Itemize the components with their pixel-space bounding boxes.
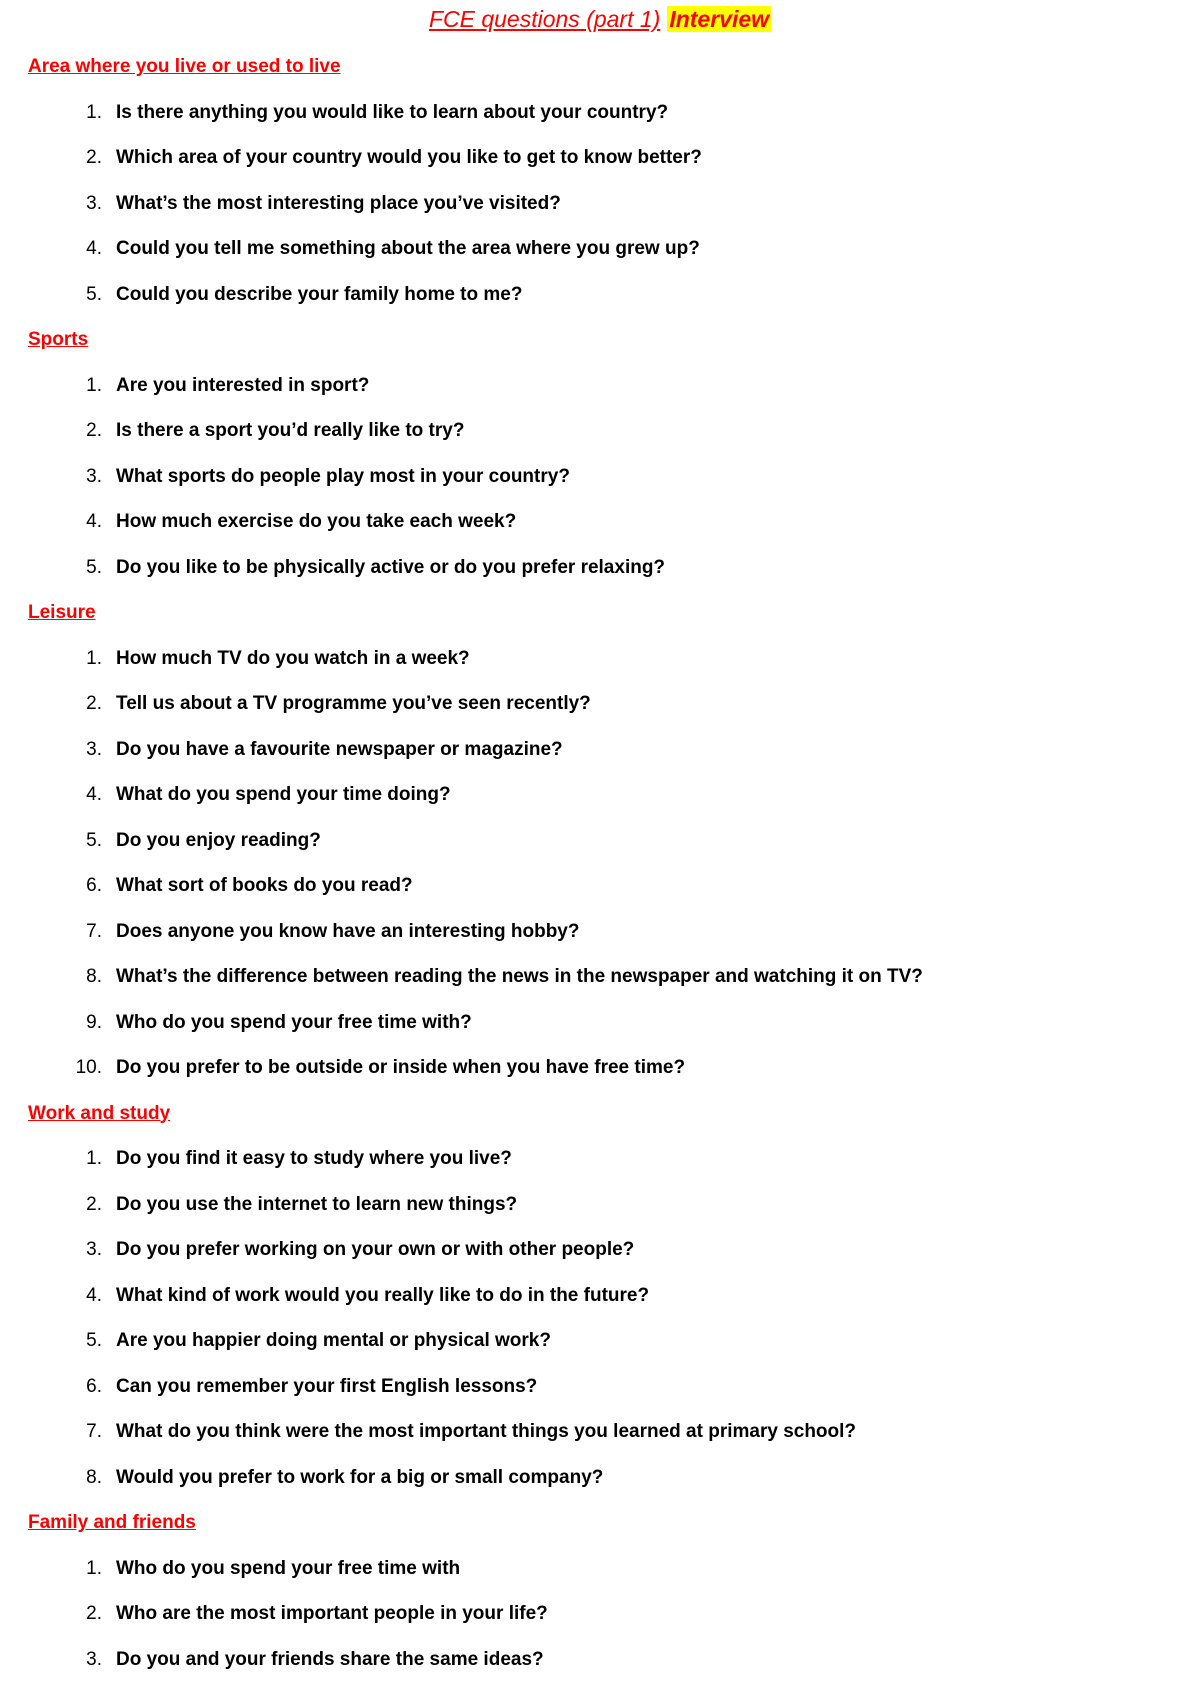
question-number: 2. — [86, 420, 102, 441]
question-item — [28, 507, 1168, 553]
question-text: How much TV do you watch in a week? — [116, 647, 470, 669]
question-number: 6. — [86, 1375, 102, 1397]
title-highlight: Interview — [669, 6, 770, 32]
question-item — [28, 1281, 1168, 1327]
question-number: 8. — [86, 966, 102, 987]
question-item — [28, 1190, 1168, 1236]
question-text: Who do you spend your free time with? — [116, 1011, 472, 1033]
question-text: What sports do people play most in your country? — [116, 465, 570, 487]
section-heading: Family and friends — [28, 1512, 196, 1533]
question-item — [28, 1372, 1168, 1418]
question-item — [28, 1463, 1168, 1509]
question-number: 8. — [86, 1466, 102, 1488]
question-item — [28, 1008, 1168, 1054]
question-text: What do you think were the most important things you learned at primary school? — [116, 1421, 857, 1442]
question-item — [28, 143, 1168, 189]
question-text: Who are the most important people in your life? — [116, 1603, 548, 1624]
document-title — [0, 4, 1200, 34]
question-number: 3. — [86, 465, 102, 487]
question-number: 2. — [86, 147, 102, 168]
question-number: 2. — [86, 1193, 102, 1215]
question-text: Would you prefer to work for a big or small company? — [116, 1466, 604, 1488]
question-number: 2. — [86, 693, 102, 714]
question-number: 1. — [86, 1557, 102, 1579]
question-number: 5. — [86, 1330, 102, 1351]
question-number: 4. — [86, 511, 102, 532]
question-number: 7. — [86, 920, 102, 942]
question-item — [28, 962, 1168, 1008]
question-item — [28, 780, 1168, 826]
question-item — [28, 280, 1168, 326]
section-heading: Sports — [28, 329, 89, 350]
question-number: 1. — [86, 101, 102, 123]
question-text: Are you interested in sport? — [116, 374, 370, 396]
question-text: What do you spend your time doing? — [116, 784, 451, 805]
question-number: 1. — [86, 647, 102, 669]
question-sections — [28, 52, 1168, 1690]
question-number: 3. — [86, 1648, 102, 1670]
question-number: 1. — [86, 1148, 102, 1169]
question-item — [28, 1554, 1168, 1600]
question-text: Do you have a favourite newspaper or magazine? — [116, 738, 563, 760]
question-text: Can you remember your first English lessons? — [116, 1375, 538, 1397]
question-text: Could you describe your family home to me? — [116, 283, 523, 305]
question-text: Do you enjoy reading? — [116, 829, 321, 851]
question-text: Could you tell me something about the area where you grew up? — [116, 238, 700, 259]
question-text: What sort of books do you read? — [116, 875, 413, 896]
question-item — [28, 735, 1168, 781]
question-text: What kind of work would you really like to do in the future? — [116, 1284, 650, 1306]
question-item — [28, 416, 1168, 462]
question-number: 6. — [86, 875, 102, 896]
question-item — [28, 917, 1168, 963]
question-number: 10. — [75, 1057, 102, 1078]
question-number: 3. — [86, 1239, 102, 1260]
question-text: Do you and your friends share the same ideas? — [116, 1648, 544, 1670]
question-item — [28, 1417, 1168, 1463]
question-item — [28, 553, 1168, 599]
question-text: How much exercise do you take each week? — [116, 511, 517, 532]
question-item — [28, 462, 1168, 508]
question-text: Who do you spend your free time with — [116, 1557, 461, 1579]
question-number: 4. — [86, 784, 102, 805]
question-item — [28, 1144, 1168, 1190]
question-number: 3. — [86, 192, 102, 214]
question-item — [28, 189, 1168, 235]
question-item — [28, 1053, 1168, 1099]
question-item — [28, 1326, 1168, 1372]
question-item — [28, 1599, 1168, 1645]
section-heading: Work and study — [28, 1102, 171, 1124]
question-number: 4. — [86, 238, 102, 259]
question-item — [28, 98, 1168, 144]
question-text: Which area of your country would you like to get to know better? — [116, 147, 702, 168]
section-heading: Area where you live or used to live — [28, 56, 341, 77]
question-number: 7. — [86, 1421, 102, 1442]
question-text: Do you like to be physically active or do you prefer relaxing? — [116, 556, 666, 578]
question-text: Is there a sport you’d really like to try? — [116, 420, 465, 441]
question-text: Tell us about a TV programme you’ve seen recently? — [116, 693, 591, 714]
question-number: 3. — [86, 738, 102, 760]
question-number: 4. — [86, 1284, 102, 1306]
question-text: Do you prefer working on your own or with other people? — [116, 1239, 635, 1260]
question-text: Are you happier doing mental or physical work? — [116, 1330, 551, 1351]
question-item — [28, 644, 1168, 690]
question-text: Do you use the internet to learn new things? — [116, 1193, 518, 1215]
question-item — [28, 234, 1168, 280]
question-number: 9. — [86, 1011, 102, 1033]
question-text: Does anyone you know have an interesting hobby? — [116, 920, 580, 942]
title-text: FCE questions (part 1) — [428, 6, 661, 32]
question-item — [28, 371, 1168, 417]
question-item — [28, 871, 1168, 917]
question-item — [28, 826, 1168, 872]
section-heading: Leisure — [28, 602, 96, 623]
question-item — [28, 1645, 1168, 1691]
question-number: 1. — [86, 374, 102, 396]
question-item — [28, 689, 1168, 735]
question-item — [28, 1235, 1168, 1281]
question-number: 5. — [86, 283, 102, 305]
question-text: Do you prefer to be outside or inside when you have free time? — [116, 1057, 686, 1078]
question-number: 5. — [86, 829, 102, 851]
question-number: 2. — [86, 1603, 102, 1624]
question-number: 5. — [86, 556, 102, 578]
question-text: What’s the difference between reading the news in the newspaper and watching it on TV? — [116, 966, 923, 987]
question-text: What’s the most interesting place you’ve visited? — [116, 192, 561, 214]
question-text: Is there anything you would like to learn about your country? — [116, 101, 669, 123]
question-text: Do you find it easy to study where you live? — [116, 1148, 512, 1169]
